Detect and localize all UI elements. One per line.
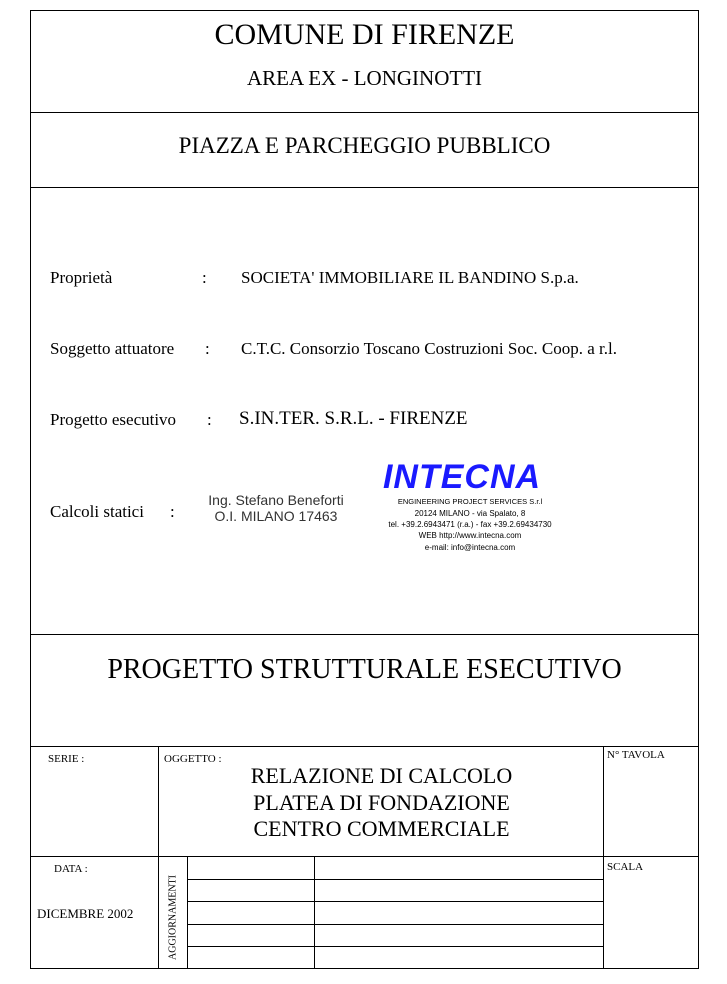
divider-project (30, 187, 699, 188)
divider-info (30, 634, 699, 635)
titleblock-row-divider (30, 856, 699, 857)
owner-colon: : (202, 268, 207, 287)
updates-row-2 (187, 901, 603, 902)
owner-label: Proprietà (50, 268, 113, 287)
company-line-4: WEB http://www.intecna.com (418, 531, 522, 540)
updates-col-divider (314, 856, 315, 969)
company-line-1: ENGINEERING PROJECT SERVICES S.r.l (397, 497, 543, 506)
company-logo: INTECNA (382, 458, 542, 496)
engineer-registration: O.I. MILANO 17463 (214, 508, 338, 524)
scala-label: SCALA (607, 861, 644, 873)
titleblock-col-2 (603, 746, 604, 969)
updates-row-1 (187, 879, 603, 880)
company-line-3: tel. +39.2.6943471 (r.a.) - fax +39.2.69434730 (388, 520, 552, 529)
data-label: DATA : (54, 863, 88, 875)
oggetto-label: OGGETTO : (164, 753, 222, 765)
developer-label: Soggetto attuatore (50, 339, 175, 358)
titleblock-col-1 (158, 746, 159, 969)
divider-title-block (30, 746, 699, 747)
engineer-name: Ing. Stefano Beneforti (208, 492, 344, 508)
design-colon: : (207, 410, 212, 429)
design-value: S.IN.TER. S.R.L. - FIRENZE (239, 408, 468, 429)
company-line-5: e-mail: info@intecna.com (424, 543, 516, 552)
developer-colon: : (205, 339, 210, 358)
updates-row-3 (187, 924, 603, 925)
oggetto-line-1: RELAZIONE DI CALCOLO (250, 763, 513, 788)
company-line-2: 20124 MILANO - via Spalato, 8 (414, 509, 526, 518)
area-subtitle: AREA EX - LONGINOTTI (246, 66, 483, 90)
serie-label: SERIE : (48, 753, 85, 765)
main-title: PROGETTO STRUTTURALE ESECUTIVO (107, 654, 622, 685)
oggetto-line-3: CENTRO COMMERCIALE (253, 816, 510, 841)
design-label: Progetto esecutivo (50, 410, 177, 429)
tavola-label: N° TAVOLA (607, 749, 665, 761)
project-name: PIAZZA E PARCHEGGIO PUBBLICO (178, 133, 551, 158)
calculations-label: Calcoli statici (50, 502, 144, 521)
divider-header (30, 112, 699, 113)
owner-value: SOCIETA' IMMOBILIARE IL BANDINO S.p.a. (241, 268, 579, 287)
data-value: DICEMBRE 2002 (37, 906, 134, 921)
aggiornamenti-col-right (187, 856, 188, 969)
calculations-colon: : (170, 502, 175, 521)
aggiornamenti-label: AGGIORNAMENTI (167, 875, 179, 960)
updates-row-4 (187, 946, 603, 947)
developer-value: C.T.C. Consorzio Toscano Costruzioni Soc. Coop. a r.l. (241, 339, 617, 358)
oggetto-line-2: PLATEA DI FONDAZIONE (253, 790, 510, 815)
municipality-title: COMUNE DI FIRENZE (214, 18, 515, 51)
